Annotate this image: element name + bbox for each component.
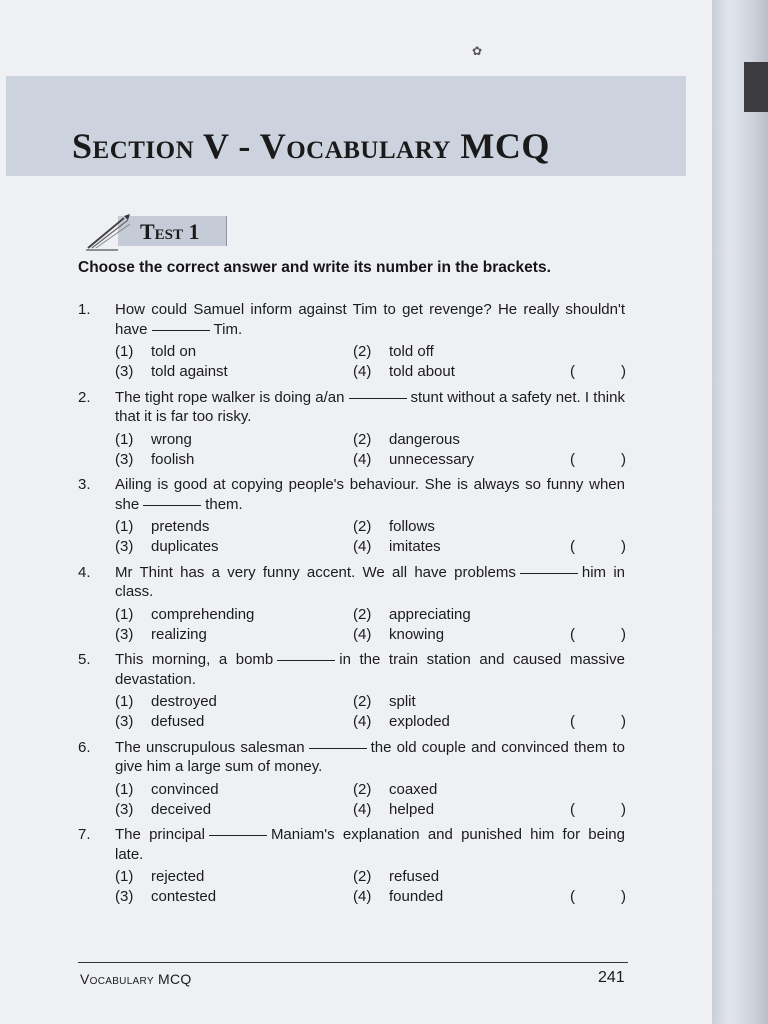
option-text: foolish <box>151 450 195 468</box>
answer-option <box>353 517 435 536</box>
stem-text-after: Tim. <box>213 320 243 338</box>
stem-text-before: How could Samuel inform against Tim to get revenge? He really shouldn't have <box>115 301 625 338</box>
pen-icon <box>84 212 144 252</box>
answer-option <box>353 780 437 799</box>
option-number: (1) <box>115 693 134 710</box>
answer-option <box>353 867 439 886</box>
question-stem <box>115 825 625 864</box>
answer-option <box>115 450 194 469</box>
bracket-open: ( <box>570 450 575 468</box>
question-item <box>0 736 712 824</box>
question-stem <box>115 563 625 602</box>
answer-brackets <box>570 625 626 644</box>
option-text: rejected <box>151 868 205 885</box>
answer-blank <box>349 398 407 399</box>
question-item <box>0 298 712 386</box>
answer-brackets <box>570 887 626 906</box>
answer-blank <box>143 505 201 506</box>
option-text: realizing <box>151 625 207 643</box>
question-stem <box>115 738 625 777</box>
page-number: 241 <box>598 969 625 986</box>
answer-option <box>115 887 216 906</box>
option-text: wrong <box>151 430 192 448</box>
question-number: 5. <box>78 651 91 668</box>
answer-option <box>115 712 204 731</box>
question-number: 3. <box>78 476 91 493</box>
bracket-close: ) <box>621 363 626 380</box>
answer-option <box>353 887 443 906</box>
option-text: told about <box>389 363 455 380</box>
option-number: (1) <box>115 343 134 360</box>
answer-option <box>353 625 444 644</box>
stem-text-before: The unscrupulous salesman <box>115 738 305 756</box>
bracket-close: ) <box>621 888 626 905</box>
option-text: exploded <box>389 713 450 730</box>
option-text: pretends <box>151 518 210 535</box>
bracket-open: ( <box>570 800 575 818</box>
test-tab <box>84 212 228 252</box>
answer-brackets <box>570 450 626 469</box>
option-number: (1) <box>115 518 134 535</box>
option-number: (2) <box>353 693 372 710</box>
option-number: (2) <box>353 430 372 448</box>
option-number: (3) <box>115 625 134 643</box>
answer-blank <box>209 835 267 836</box>
answer-option <box>115 430 192 449</box>
stem-text-after: Maniam's explanation and punished him for being late. <box>115 826 625 863</box>
option-number: (3) <box>115 713 134 730</box>
question-number: 7. <box>78 826 91 843</box>
page-edge-mark <box>744 62 768 112</box>
option-text: told against <box>151 363 228 380</box>
option-text: destroyed <box>151 693 217 710</box>
option-number: (3) <box>115 538 134 555</box>
answer-option <box>353 342 434 361</box>
option-number: (4) <box>353 800 372 818</box>
option-text: dangerous <box>389 430 460 448</box>
question-item <box>0 473 712 561</box>
bracket-close: ) <box>621 538 626 555</box>
answer-blank <box>152 330 210 331</box>
answer-option <box>115 800 211 819</box>
stem-text-before: Mr Thint has a very funny accent. We all have problems <box>115 563 516 581</box>
option-number: (2) <box>353 518 372 535</box>
test-label: Test 1 <box>140 219 200 244</box>
bracket-open: ( <box>570 625 575 643</box>
option-number: (4) <box>353 538 372 555</box>
bracket-close: ) <box>621 625 626 643</box>
bracket-open: ( <box>570 538 575 555</box>
question-stem <box>115 475 625 514</box>
bracket-open: ( <box>570 888 575 905</box>
answer-option <box>115 537 219 556</box>
footer-divider <box>78 962 628 963</box>
answer-option <box>115 692 217 711</box>
option-text: coaxed <box>389 780 438 798</box>
question-item <box>0 561 712 649</box>
answer-blank <box>277 660 335 661</box>
option-text: told on <box>151 343 197 360</box>
option-text: knowing <box>389 625 445 643</box>
answer-brackets <box>570 537 626 556</box>
bracket-open: ( <box>570 713 575 730</box>
option-number: (4) <box>353 713 372 730</box>
answer-option <box>353 450 474 469</box>
answer-option <box>115 605 254 624</box>
answer-option <box>353 362 455 381</box>
option-number: (2) <box>353 343 372 360</box>
answer-brackets <box>570 800 626 819</box>
bracket-close: ) <box>621 800 626 818</box>
bracket-close: ) <box>621 450 626 468</box>
option-text: split <box>389 693 416 710</box>
option-number: (1) <box>115 605 134 623</box>
option-number: (2) <box>353 780 372 798</box>
stem-text-after: them. <box>205 495 243 513</box>
answer-option <box>115 517 209 536</box>
stem-text-after: him in class. <box>115 563 625 600</box>
answer-option <box>115 867 204 886</box>
answer-brackets <box>570 362 626 381</box>
option-number: (4) <box>353 888 372 905</box>
option-number: (3) <box>115 888 134 905</box>
answer-blank <box>309 748 367 749</box>
bracket-close: ) <box>621 713 626 730</box>
option-number: (3) <box>115 363 134 380</box>
question-item <box>0 648 712 736</box>
option-text: refused <box>389 868 440 885</box>
answer-option <box>115 625 207 644</box>
answer-option <box>353 537 441 556</box>
option-text: appreciating <box>389 605 471 623</box>
option-text: imitates <box>389 538 441 555</box>
option-number: (1) <box>115 430 134 448</box>
stem-text-before: The tight rope walker is doing a/an <box>115 388 345 406</box>
option-text: convinced <box>151 780 219 798</box>
question-item <box>0 823 712 911</box>
answer-option <box>115 342 196 361</box>
stem-text-after: in the train station and caused massive devastation. <box>115 651 625 688</box>
option-number: (1) <box>115 780 134 798</box>
answer-blank <box>520 573 578 574</box>
option-text: contested <box>151 888 217 905</box>
question-number: 1. <box>78 301 91 318</box>
question-stem <box>115 650 625 689</box>
answer-option <box>353 712 450 731</box>
option-text: deceived <box>151 800 212 818</box>
option-number: (1) <box>115 868 134 885</box>
stem-text-before: The principal <box>115 826 205 843</box>
option-text: duplicates <box>151 538 219 555</box>
stem-text-after: stunt without a safety net. I think that it is far too risky. <box>115 388 625 425</box>
option-text: unnecessary <box>389 450 475 468</box>
stem-text-after: the old couple and convinced them to give him a large sum of money. <box>115 738 625 775</box>
answer-brackets <box>570 712 626 731</box>
option-text: told off <box>389 343 434 360</box>
answer-option <box>115 362 228 381</box>
footer-section-name: Vocabulary MCQ <box>80 971 192 987</box>
answer-option <box>353 430 460 449</box>
option-text: defused <box>151 713 205 730</box>
instruction-text: Choose the correct answer and write its number in the brackets. <box>78 259 551 276</box>
stem-text-before: Ailing is good at copying people's behaviour. She is always so funny when she <box>115 476 625 513</box>
option-number: (3) <box>115 450 134 468</box>
option-text: helped <box>389 800 435 818</box>
ink-smudge: ✿ <box>471 44 483 58</box>
question-stem <box>115 388 625 427</box>
option-number: (4) <box>353 363 372 380</box>
option-number: (3) <box>115 800 134 818</box>
option-text: follows <box>389 518 435 535</box>
section-title: Section V - Vocabulary MCQ <box>72 126 550 166</box>
answer-option <box>353 605 471 624</box>
option-text: founded <box>389 888 444 905</box>
question-list <box>0 298 712 911</box>
option-number: (4) <box>353 450 372 468</box>
question-item <box>0 386 712 474</box>
bracket-open: ( <box>570 363 575 380</box>
question-number: 2. <box>78 388 91 406</box>
option-number: (2) <box>353 868 372 885</box>
option-text: comprehending <box>151 605 255 623</box>
answer-option <box>115 780 219 799</box>
question-stem <box>115 300 625 339</box>
option-number: (4) <box>353 625 372 643</box>
question-number: 4. <box>78 563 91 581</box>
option-number: (2) <box>353 605 372 623</box>
adjacent-page-edge <box>712 0 768 1024</box>
stem-text-before: This morning, a bomb <box>115 651 274 668</box>
answer-option <box>353 692 416 711</box>
question-number: 6. <box>78 738 91 756</box>
answer-option <box>353 800 434 819</box>
